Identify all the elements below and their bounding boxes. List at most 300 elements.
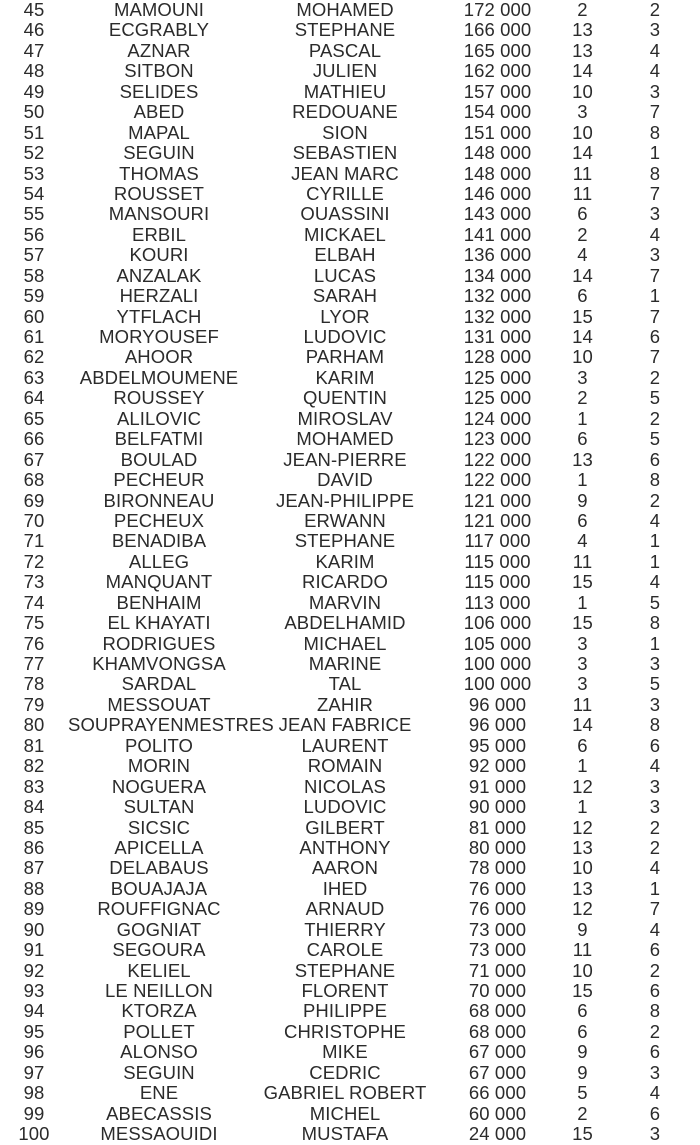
cell-last_name: ECGRABLY xyxy=(108,19,210,41)
cell-rank: 71 xyxy=(23,530,45,552)
cell-seat: 7 xyxy=(649,346,661,368)
cell-first_name: MICKAEL xyxy=(304,223,386,245)
cell-rank: 58 xyxy=(23,264,45,286)
cell-table: 9 xyxy=(577,918,588,940)
cell-seat: 8 xyxy=(649,612,661,634)
cell-seat: 4 xyxy=(649,571,661,593)
cell-last_name: KELIEL xyxy=(127,959,191,981)
cell-first_name: TAL xyxy=(328,673,362,695)
cell-table: 14 xyxy=(572,142,593,164)
table-row xyxy=(0,899,700,919)
cell-table: 9 xyxy=(577,489,588,511)
cell-table: 2 xyxy=(577,1102,588,1124)
cell-rank: 99 xyxy=(23,1102,45,1124)
cell-first_name: PASCAL xyxy=(308,39,382,61)
cell-chips: 76 000 xyxy=(468,898,527,920)
cell-chips: 70 000 xyxy=(468,980,527,1001)
cell-seat: 5 xyxy=(649,428,661,450)
cell-table: 15 xyxy=(572,612,593,634)
cell-chips: 96 000 xyxy=(468,693,527,715)
cell-table: 6 xyxy=(577,1020,588,1042)
table-row xyxy=(0,307,700,327)
cell-seat: 6 xyxy=(649,980,661,1001)
table-row xyxy=(0,634,700,654)
cell-chips: 100 000 xyxy=(463,673,532,695)
cell-rank: 49 xyxy=(23,80,45,102)
cell-rank: 64 xyxy=(23,387,45,409)
cell-last_name: NOGUERA xyxy=(111,775,207,797)
cell-table: 1 xyxy=(577,796,588,818)
cell-chips: 121 000 xyxy=(463,489,532,511)
cell-chips: 80 000 xyxy=(468,836,527,858)
cell-rank: 57 xyxy=(23,244,45,266)
cell-rank: 62 xyxy=(23,346,45,368)
cell-rank: 98 xyxy=(23,1082,45,1104)
cell-chips: 90 000 xyxy=(468,796,527,818)
cell-chips: 106 000 xyxy=(463,612,532,634)
cell-first_name: RICARDO xyxy=(301,571,388,593)
cell-rank: 59 xyxy=(23,285,45,307)
table-row xyxy=(0,674,700,694)
cell-last_name: MANQUANT xyxy=(105,571,213,593)
cell-seat: 8 xyxy=(649,121,661,143)
cell-first_name: MARVIN xyxy=(308,591,382,613)
cell-first_name: LUDOVIC xyxy=(303,326,387,347)
table-row xyxy=(0,613,700,633)
cell-seat: 7 xyxy=(649,264,661,286)
cell-seat: 8 xyxy=(649,714,661,736)
cell-last_name: ALILOVIC xyxy=(116,407,202,429)
table-row xyxy=(0,572,700,592)
table-row xyxy=(0,736,700,756)
table-row xyxy=(0,1063,700,1083)
table-row xyxy=(0,695,700,715)
cell-last_name: SEGOURA xyxy=(112,939,206,961)
table-row xyxy=(0,123,700,143)
cell-table: 9 xyxy=(577,1041,588,1063)
cell-table: 2 xyxy=(577,0,588,20)
cell-last_name: YTFLACH xyxy=(116,305,202,327)
cell-last_name: GOGNIAT xyxy=(116,918,202,940)
cell-first_name: OUASSINI xyxy=(300,203,390,225)
cell-rank: 86 xyxy=(23,836,45,858)
cell-last_name: SEGUIN xyxy=(123,1061,195,1083)
cell-first_name: LYOR xyxy=(320,305,370,327)
cell-seat: 7 xyxy=(649,182,661,204)
cell-seat: 8 xyxy=(649,162,661,184)
cell-seat: 7 xyxy=(649,305,661,327)
cell-table: 13 xyxy=(572,39,593,61)
cell-last_name: EL KHAYATI xyxy=(107,612,211,634)
cell-first_name: MIKE xyxy=(322,1041,368,1063)
cell-last_name: POLITO xyxy=(124,734,194,756)
cell-table: 2 xyxy=(577,387,588,409)
cell-chips: 166 000 xyxy=(463,19,532,41)
cell-last_name: THOMAS xyxy=(119,162,199,184)
cell-chips: 67 000 xyxy=(468,1041,527,1063)
cell-last_name: SOUPRAYENMESTRES xyxy=(68,714,274,736)
cell-table: 10 xyxy=(572,959,593,981)
cell-first_name: MICHAEL xyxy=(303,632,387,654)
cell-chips: 143 000 xyxy=(463,203,532,225)
cell-chips: 91 000 xyxy=(468,775,527,797)
cell-last_name: ALONSO xyxy=(120,1041,198,1063)
cell-chips: 24 000 xyxy=(468,1123,527,1145)
cell-seat: 2 xyxy=(649,836,661,858)
cell-rank: 50 xyxy=(23,101,45,123)
cell-chips: 172 000 xyxy=(463,0,532,20)
cell-first_name: CHRISTOPHE xyxy=(284,1020,406,1042)
table-row xyxy=(0,368,700,388)
cell-first_name: JEAN FABRICE xyxy=(278,714,412,736)
cell-first_name: ARNAUD xyxy=(305,898,385,920)
cell-first_name: NICOLAS xyxy=(304,775,386,797)
cell-chips: 100 000 xyxy=(463,653,532,674)
cell-table: 3 xyxy=(577,653,588,674)
cell-seat: 1 xyxy=(649,142,661,164)
cell-last_name: BENHAIM xyxy=(116,591,202,613)
table-row xyxy=(0,450,700,470)
cell-last_name: BELFATMI xyxy=(114,428,204,450)
table-row xyxy=(0,388,700,408)
cell-first_name: REDOUANE xyxy=(292,101,398,123)
table-row xyxy=(0,184,700,204)
table-row xyxy=(0,552,700,572)
cell-first_name: ABDELHAMID xyxy=(284,612,406,634)
cell-table: 11 xyxy=(572,182,593,204)
cell-chips: 124 000 xyxy=(463,407,532,429)
cell-rank: 67 xyxy=(23,448,45,470)
cell-last_name: ABED xyxy=(133,101,185,123)
cell-table: 14 xyxy=(572,60,593,82)
cell-chips: 162 000 xyxy=(463,60,532,82)
cell-table: 15 xyxy=(572,305,593,327)
cell-rank: 94 xyxy=(23,1000,45,1022)
cell-seat: 8 xyxy=(649,1000,661,1022)
cell-first_name: MATHIEU xyxy=(303,80,387,102)
cell-last_name: KOURI xyxy=(129,244,189,266)
table-row xyxy=(0,1001,700,1021)
cell-seat: 2 xyxy=(649,366,661,388)
cell-last_name: ANZALAK xyxy=(116,264,202,286)
cell-seat: 3 xyxy=(649,796,661,818)
cell-last_name: ERBIL xyxy=(132,223,186,245)
cell-seat: 3 xyxy=(649,244,661,266)
cell-rank: 45 xyxy=(23,0,45,20)
cell-rank: 53 xyxy=(23,162,45,184)
cell-rank: 56 xyxy=(23,223,45,245)
table-row xyxy=(0,531,700,551)
cell-seat: 3 xyxy=(649,1061,661,1083)
cell-table: 6 xyxy=(577,1000,588,1022)
cell-first_name: STEPHANE xyxy=(294,530,396,552)
cell-rank: 85 xyxy=(23,816,45,838)
cell-rank: 97 xyxy=(23,1061,45,1083)
table-row xyxy=(0,818,700,838)
cell-first_name: JEAN MARC xyxy=(291,162,399,184)
cell-chips: 128 000 xyxy=(463,346,532,368)
cell-first_name: SEBASTIEN xyxy=(292,142,398,164)
cell-table: 15 xyxy=(572,980,593,1001)
cell-chips: 134 000 xyxy=(463,264,532,286)
cell-seat: 5 xyxy=(649,673,661,695)
cell-seat: 1 xyxy=(649,632,661,654)
cell-table: 11 xyxy=(572,693,593,715)
cell-rank: 81 xyxy=(23,734,45,756)
cell-rank: 73 xyxy=(23,571,45,593)
table-row xyxy=(0,654,700,674)
cell-table: 13 xyxy=(572,448,593,470)
cell-rank: 91 xyxy=(23,939,45,961)
cell-table: 3 xyxy=(577,632,588,654)
cell-seat: 5 xyxy=(649,387,661,409)
cell-table: 11 xyxy=(572,939,593,961)
cell-last_name: HERZALI xyxy=(119,285,199,307)
cell-rank: 90 xyxy=(23,918,45,940)
cell-table: 12 xyxy=(572,898,593,920)
cell-first_name: SION xyxy=(322,121,368,143)
cell-last_name: ROUSSEY xyxy=(113,387,205,409)
cell-seat: 3 xyxy=(649,80,661,102)
table-row xyxy=(0,143,700,163)
cell-seat: 4 xyxy=(649,60,661,82)
cell-seat: 1 xyxy=(649,285,661,307)
cell-first_name: PARHAM xyxy=(305,346,385,368)
cell-last_name: APICELLA xyxy=(114,836,204,858)
cell-chips: 105 000 xyxy=(463,632,532,654)
cell-rank: 95 xyxy=(23,1020,45,1042)
cell-table: 1 xyxy=(577,755,588,777)
cell-seat: 1 xyxy=(649,877,661,899)
cell-first_name: SARAH xyxy=(312,285,378,307)
cell-chips: 125 000 xyxy=(463,387,532,409)
table-row xyxy=(0,204,700,224)
cell-last_name: ALLEG xyxy=(128,550,190,572)
cell-first_name: LUDOVIC xyxy=(303,796,387,818)
cell-rank: 92 xyxy=(23,959,45,981)
cell-first_name: ZAHIR xyxy=(317,693,373,715)
cell-seat: 6 xyxy=(649,1041,661,1063)
table-row xyxy=(0,429,700,449)
cell-first_name: FLORENT xyxy=(301,980,389,1001)
cell-rank: 82 xyxy=(23,755,45,777)
cell-first_name: MOHAMED xyxy=(296,0,394,20)
table-row xyxy=(0,858,700,878)
cell-chips: 125 000 xyxy=(463,366,532,388)
cell-seat: 4 xyxy=(649,39,661,61)
cell-last_name: BENADIBA xyxy=(111,530,207,552)
cell-chips: 73 000 xyxy=(468,918,527,940)
cell-seat: 3 xyxy=(649,1123,661,1145)
cell-table: 11 xyxy=(572,162,593,184)
cell-rank: 83 xyxy=(23,775,45,797)
cell-table: 14 xyxy=(572,264,593,286)
table-row xyxy=(0,920,700,940)
cell-table: 11 xyxy=(572,550,593,572)
table-row xyxy=(0,225,700,245)
cell-last_name: MAPAL xyxy=(128,121,190,143)
cell-rank: 96 xyxy=(23,1041,45,1063)
cell-last_name: MANSOURI xyxy=(108,203,210,225)
cell-last_name: BIRONNEAU xyxy=(103,489,215,511)
table-row xyxy=(0,286,700,306)
cell-chips: 73 000 xyxy=(468,939,527,961)
cell-table: 1 xyxy=(577,407,588,429)
cell-table: 12 xyxy=(572,816,593,838)
cell-table: 10 xyxy=(572,346,593,368)
cell-first_name: JEAN-PIERRE xyxy=(283,448,407,470)
cell-chips: 136 000 xyxy=(463,244,532,266)
table-row xyxy=(0,756,700,776)
cell-first_name: ANTHONY xyxy=(299,836,391,858)
table-row xyxy=(0,1083,700,1103)
table-row xyxy=(0,61,700,81)
cell-seat: 6 xyxy=(649,448,661,470)
table-row xyxy=(0,838,700,858)
cell-seat: 7 xyxy=(649,898,661,920)
cell-seat: 4 xyxy=(649,509,661,531)
cell-first_name: ROMAIN xyxy=(307,755,383,777)
table-row xyxy=(0,1042,700,1062)
cell-seat: 2 xyxy=(649,959,661,981)
cell-last_name: MORIN xyxy=(127,755,191,777)
cell-chips: 157 000 xyxy=(463,80,532,102)
cell-first_name: THIERRY xyxy=(304,918,386,940)
cell-chips: 122 000 xyxy=(463,448,532,470)
cell-rank: 76 xyxy=(23,632,45,654)
cell-seat: 1 xyxy=(649,550,661,572)
cell-first_name: MICHEL xyxy=(309,1102,381,1124)
cell-chips: 113 000 xyxy=(464,591,531,613)
cell-table: 1 xyxy=(577,469,588,491)
cell-table: 10 xyxy=(572,857,593,879)
table-row xyxy=(0,777,700,797)
cell-chips: 132 000 xyxy=(463,305,532,327)
cell-last_name: SULTAN xyxy=(123,796,195,818)
table-row xyxy=(0,1104,700,1124)
cell-rank: 48 xyxy=(23,60,45,82)
cell-first_name: DAVID xyxy=(317,469,373,491)
cell-last_name: AZNAR xyxy=(127,39,191,61)
cell-rank: 80 xyxy=(23,714,45,736)
cell-seat: 6 xyxy=(649,734,661,756)
cell-rank: 55 xyxy=(23,203,45,225)
cell-chips: 95 000 xyxy=(468,734,527,756)
cell-seat: 2 xyxy=(649,489,661,511)
table-row xyxy=(0,245,700,265)
cell-chips: 165 000 xyxy=(463,39,532,61)
cell-chips: 146 000 xyxy=(463,182,532,204)
cell-first_name: CEDRIC xyxy=(309,1061,381,1083)
cell-rank: 84 xyxy=(23,796,45,818)
cell-rank: 72 xyxy=(23,550,45,572)
cell-seat: 2 xyxy=(649,1020,661,1042)
cell-last_name: ENE xyxy=(139,1082,179,1104)
cell-rank: 79 xyxy=(23,693,45,715)
table-row xyxy=(0,961,700,981)
cell-seat: 4 xyxy=(649,755,661,777)
cell-rank: 70 xyxy=(23,509,45,531)
cell-last_name: KHAMVONGSA xyxy=(92,653,226,674)
cell-chips: 148 000 xyxy=(463,142,532,164)
cell-table: 6 xyxy=(577,285,588,307)
cell-last_name: SARDAL xyxy=(121,673,197,695)
cell-last_name: BOULAD xyxy=(120,448,198,470)
cell-first_name: CAROLE xyxy=(306,939,384,961)
cell-table: 6 xyxy=(577,428,588,450)
table-row xyxy=(0,879,700,899)
cell-rank: 65 xyxy=(23,407,45,429)
cell-chips: 122 000 xyxy=(463,469,532,491)
cell-last_name: LE NEILLON xyxy=(105,980,213,1001)
cell-chips: 92 000 xyxy=(468,755,527,777)
cell-chips: 67 000 xyxy=(468,1061,527,1083)
cell-first_name: AARON xyxy=(311,857,379,879)
cell-table: 4 xyxy=(577,530,588,552)
cell-first_name: STEPHANE xyxy=(294,19,396,41)
cell-chips: 71 000 xyxy=(468,959,527,981)
cell-table: 10 xyxy=(572,121,593,143)
cell-rank: 60 xyxy=(23,305,45,327)
cell-chips: 96 000 xyxy=(468,714,527,736)
table-row xyxy=(0,409,700,429)
table-row xyxy=(0,102,700,122)
cell-rank: 47 xyxy=(23,39,45,61)
cell-seat: 3 xyxy=(649,19,661,41)
cell-last_name: MESSOUAT xyxy=(107,693,211,715)
cell-chips: 148 000 xyxy=(463,162,532,184)
cell-seat: 4 xyxy=(649,1082,661,1104)
cell-table: 14 xyxy=(572,326,593,347)
cell-rank: 69 xyxy=(23,489,45,511)
cell-table: 4 xyxy=(577,244,588,266)
cell-seat: 5 xyxy=(649,591,661,613)
cell-last_name: MESSAOUIDI xyxy=(100,1123,218,1145)
cell-chips: 141 000 xyxy=(463,223,532,245)
cell-rank: 54 xyxy=(23,182,45,204)
cell-rank: 61 xyxy=(23,326,45,347)
cell-first_name: JULIEN xyxy=(312,60,378,82)
table-row xyxy=(0,41,700,61)
cell-first_name: GILBERT xyxy=(305,816,385,838)
cell-seat: 4 xyxy=(649,223,661,245)
cell-last_name: MORYOUSEF xyxy=(99,326,219,347)
cell-rank: 74 xyxy=(23,591,45,613)
cell-last_name: BOUAJAJA xyxy=(110,877,208,899)
cell-table: 3 xyxy=(577,366,588,388)
cell-seat: 6 xyxy=(649,1102,661,1124)
cell-seat: 3 xyxy=(649,203,661,225)
cell-seat: 2 xyxy=(649,816,661,838)
cell-last_name: RODRIGUES xyxy=(102,632,216,654)
cell-table: 12 xyxy=(572,775,593,797)
cell-seat: 3 xyxy=(649,653,661,674)
cell-table: 9 xyxy=(577,1061,588,1083)
table-row xyxy=(0,347,700,367)
cell-seat: 4 xyxy=(649,857,661,879)
cell-last_name: PECHEUR xyxy=(113,469,205,491)
cell-chips: 131 000 xyxy=(463,326,532,347)
cell-last_name: MAMOUNI xyxy=(113,0,205,20)
cell-table: 10 xyxy=(572,80,593,102)
cell-chips: 121 000 xyxy=(463,509,532,531)
cell-last_name: ROUSSET xyxy=(113,182,205,204)
cell-first_name: MOHAMED xyxy=(296,428,394,450)
cell-first_name: MIROSLAV xyxy=(297,407,393,429)
cell-last_name: PECHEUX xyxy=(113,509,205,531)
cell-table: 13 xyxy=(572,19,593,41)
table-row xyxy=(0,470,700,490)
